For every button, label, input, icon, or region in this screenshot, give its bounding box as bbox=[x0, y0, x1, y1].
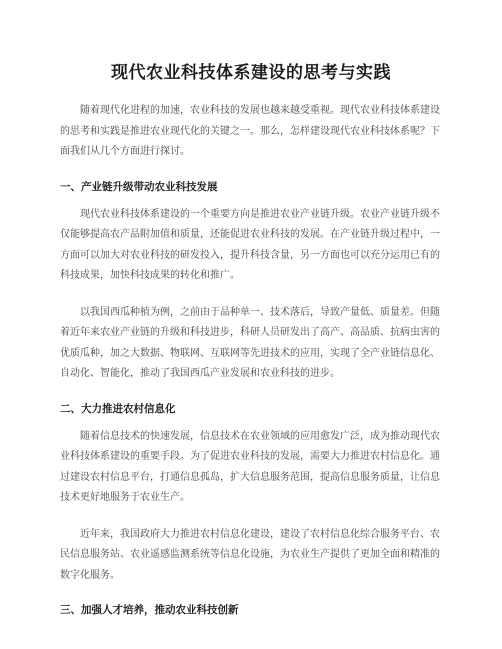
section-1 bbox=[60, 179, 442, 385]
document-title: 现代农业科技体系建设的思考与实践 bbox=[111, 63, 391, 83]
section-paragraph: 现代农业科技体系建设的一个重要方向是推进农业产业链升级。农业产业链升级不仅能够提高农产品附加值和质量，还能促进农业科技的发展。在产业链升级过程中，一方面可以加大对农业科技的研发投入，提升科技含量，另一方面也可以充分运用已有的科技成果，加快科技成果的转化和推广。 bbox=[60, 208, 440, 281]
section-paragraph: 随着信息技术的快速发展，信息技术在农业领域的应用愈发广泛，成为推动现代农业科技体系建设的重要手段。为了促进农业科技的发展，需要大力推进农村信息化。通过建设农村信息平台，打通信息孤岛，扩大信息服务范围，提高信息服务质量，让信息技术更好地服务于农业生产。 bbox=[60, 430, 440, 503]
section-3 bbox=[60, 602, 442, 618]
section-paragraph: 近年来，我国政府大力推进农村信息化建设，建设了农村信息化综合服务平台、农民信息服务站、农业遥感监测系统等信息化设施，为农业生产提供了更加全面和精准的数字化服务。 bbox=[60, 528, 440, 581]
section-2 bbox=[60, 401, 442, 587]
section-heading: 三、加强人才培养，推动农业科技创新 bbox=[60, 604, 239, 616]
section-heading: 一、产业链升级带动农业科技发展 bbox=[60, 180, 218, 193]
section-paragraph: 以我国西瓜种植为例，之前由于品种单一、技术落后，导致产量低、质量差。但随着近年来农业产业链的升级和科技进步，科研人员研发出了高产、高品质、抗病虫害的优质瓜种，加之大数据、物联网、互联网等先进技术的应用，实现了全产业链信息化、自动化、智能化，推动了我国西瓜产业发展和农业科技的进步。 bbox=[60, 306, 440, 379]
section-heading: 二、大力推进农村信息化 bbox=[60, 402, 176, 415]
intro-paragraph: 随着现代化进程的加速，农业科技的发展也越来越受重视。现代农业科技体系建设的思考和实践是推进农业现代化的关键之一。那么，怎样建设现代农业科技体系呢？下面我们从几个方面进行探讨。 bbox=[60, 105, 440, 157]
